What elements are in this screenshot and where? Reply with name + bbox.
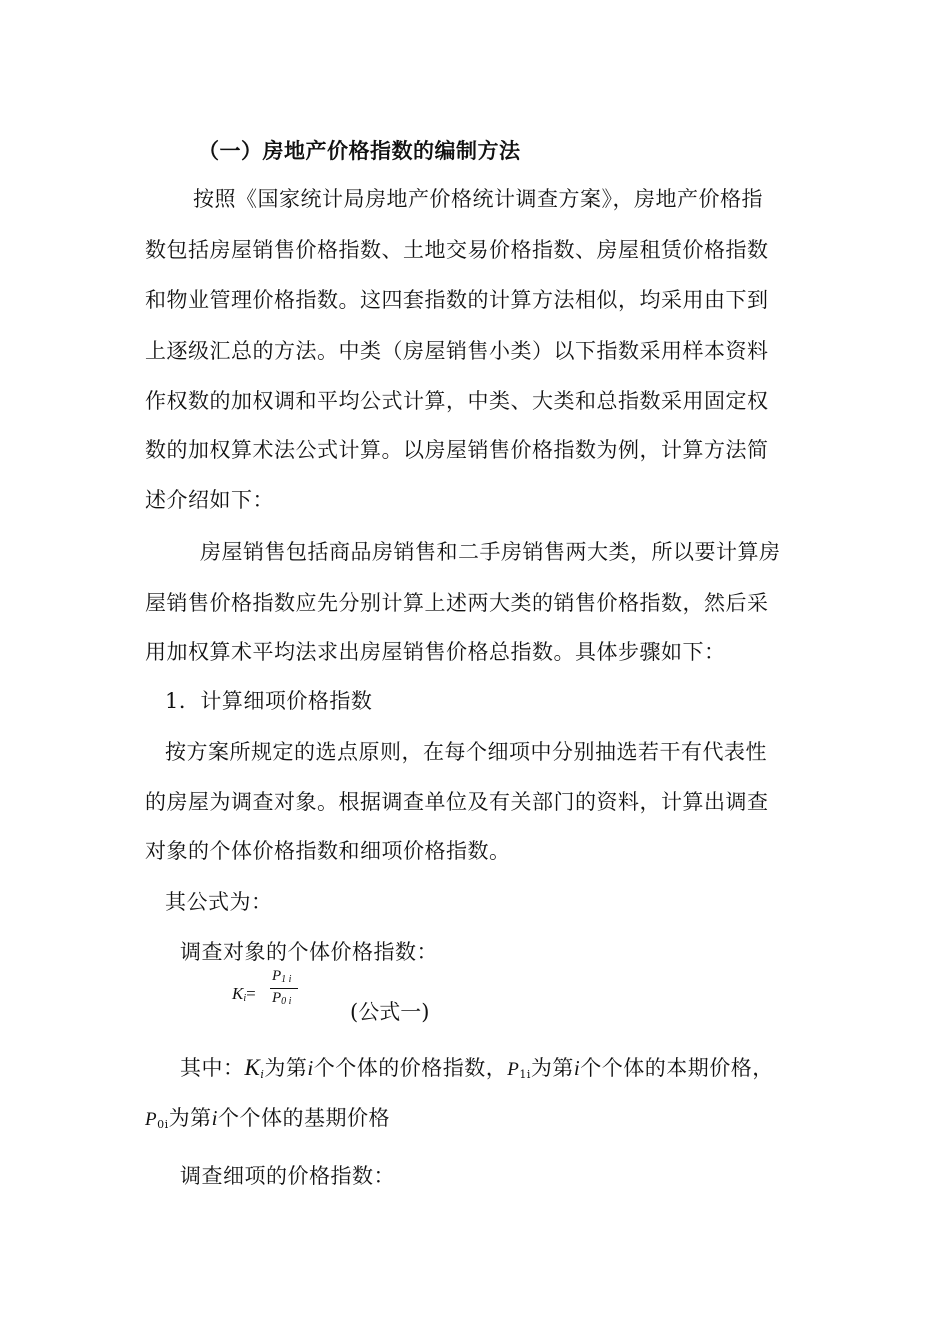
where-line-2: $P_{0i}$为第i个个体的基期价格 bbox=[145, 1106, 390, 1131]
section-heading: （一）房地产价格指数的编制方法 bbox=[198, 138, 521, 163]
para1-line-6: 数的加权算术法公式计算。以房屋销售价格指数为例，计算方法简 bbox=[145, 438, 769, 462]
formula-denominator: P0 i bbox=[272, 990, 292, 1007]
formula-one-label: (公式一) bbox=[350, 1000, 430, 1024]
para2-line-1: 房屋销售包括商品房销售和二手房销售两大类，所以要计算房 bbox=[200, 540, 781, 564]
formula-intro: 其公式为： bbox=[165, 890, 273, 914]
detail-index-label: 调查细项的价格指数： bbox=[180, 1164, 395, 1188]
step1-title: 1．计算细项价格指数 bbox=[165, 689, 373, 713]
para1-line-2: 数包括房屋销售价格指数、土地交易价格指数、房屋租赁价格指数 bbox=[145, 238, 769, 262]
para1-line-1: 按照《国家统计局房地产价格统计调查方案》，房地产价格指 bbox=[193, 187, 763, 211]
para2-line-3: 用加权算术平均法求出房屋销售价格总指数。具体步骤如下： bbox=[145, 640, 726, 664]
para1-line-4: 上逐级汇总的方法。中类（房屋销售小类）以下指数采用样本资料 bbox=[145, 339, 769, 363]
para2-line-2: 屋销售价格指数应先分别计算上述两大类的销售价格指数，然后采 bbox=[145, 591, 769, 615]
para3-line-2: 的房屋为调查对象。根据调查单位及有关部门的资料，计算出调查 bbox=[145, 790, 769, 814]
fraction-bar bbox=[270, 988, 298, 989]
para1-line-5: 作权数的加权调和平均公式计算，中类、大类和总指数采用固定权 bbox=[145, 389, 769, 413]
formula-numerator: P1 i bbox=[272, 968, 292, 985]
individual-index-label: 调查对象的个体价格指数： bbox=[180, 940, 438, 964]
para3-line-3: 对象的个体价格指数和细项价格指数。 bbox=[145, 839, 511, 863]
para3-line-1: 按方案所规定的选点原则，在每个细项中分别抽选若干有代表性 bbox=[165, 740, 767, 764]
where-line-1: 其中：$K_i$为第i个个体的价格指数，$P_{1i}$为第i个个体的本期价格， bbox=[180, 1055, 774, 1081]
formula-lhs: Ki= bbox=[232, 984, 256, 1004]
para1-line-7: 述介绍如下： bbox=[145, 488, 274, 512]
para1-line-3: 和物业管理价格指数。这四套指数的计算方法相似，均采用由下到 bbox=[145, 288, 769, 312]
